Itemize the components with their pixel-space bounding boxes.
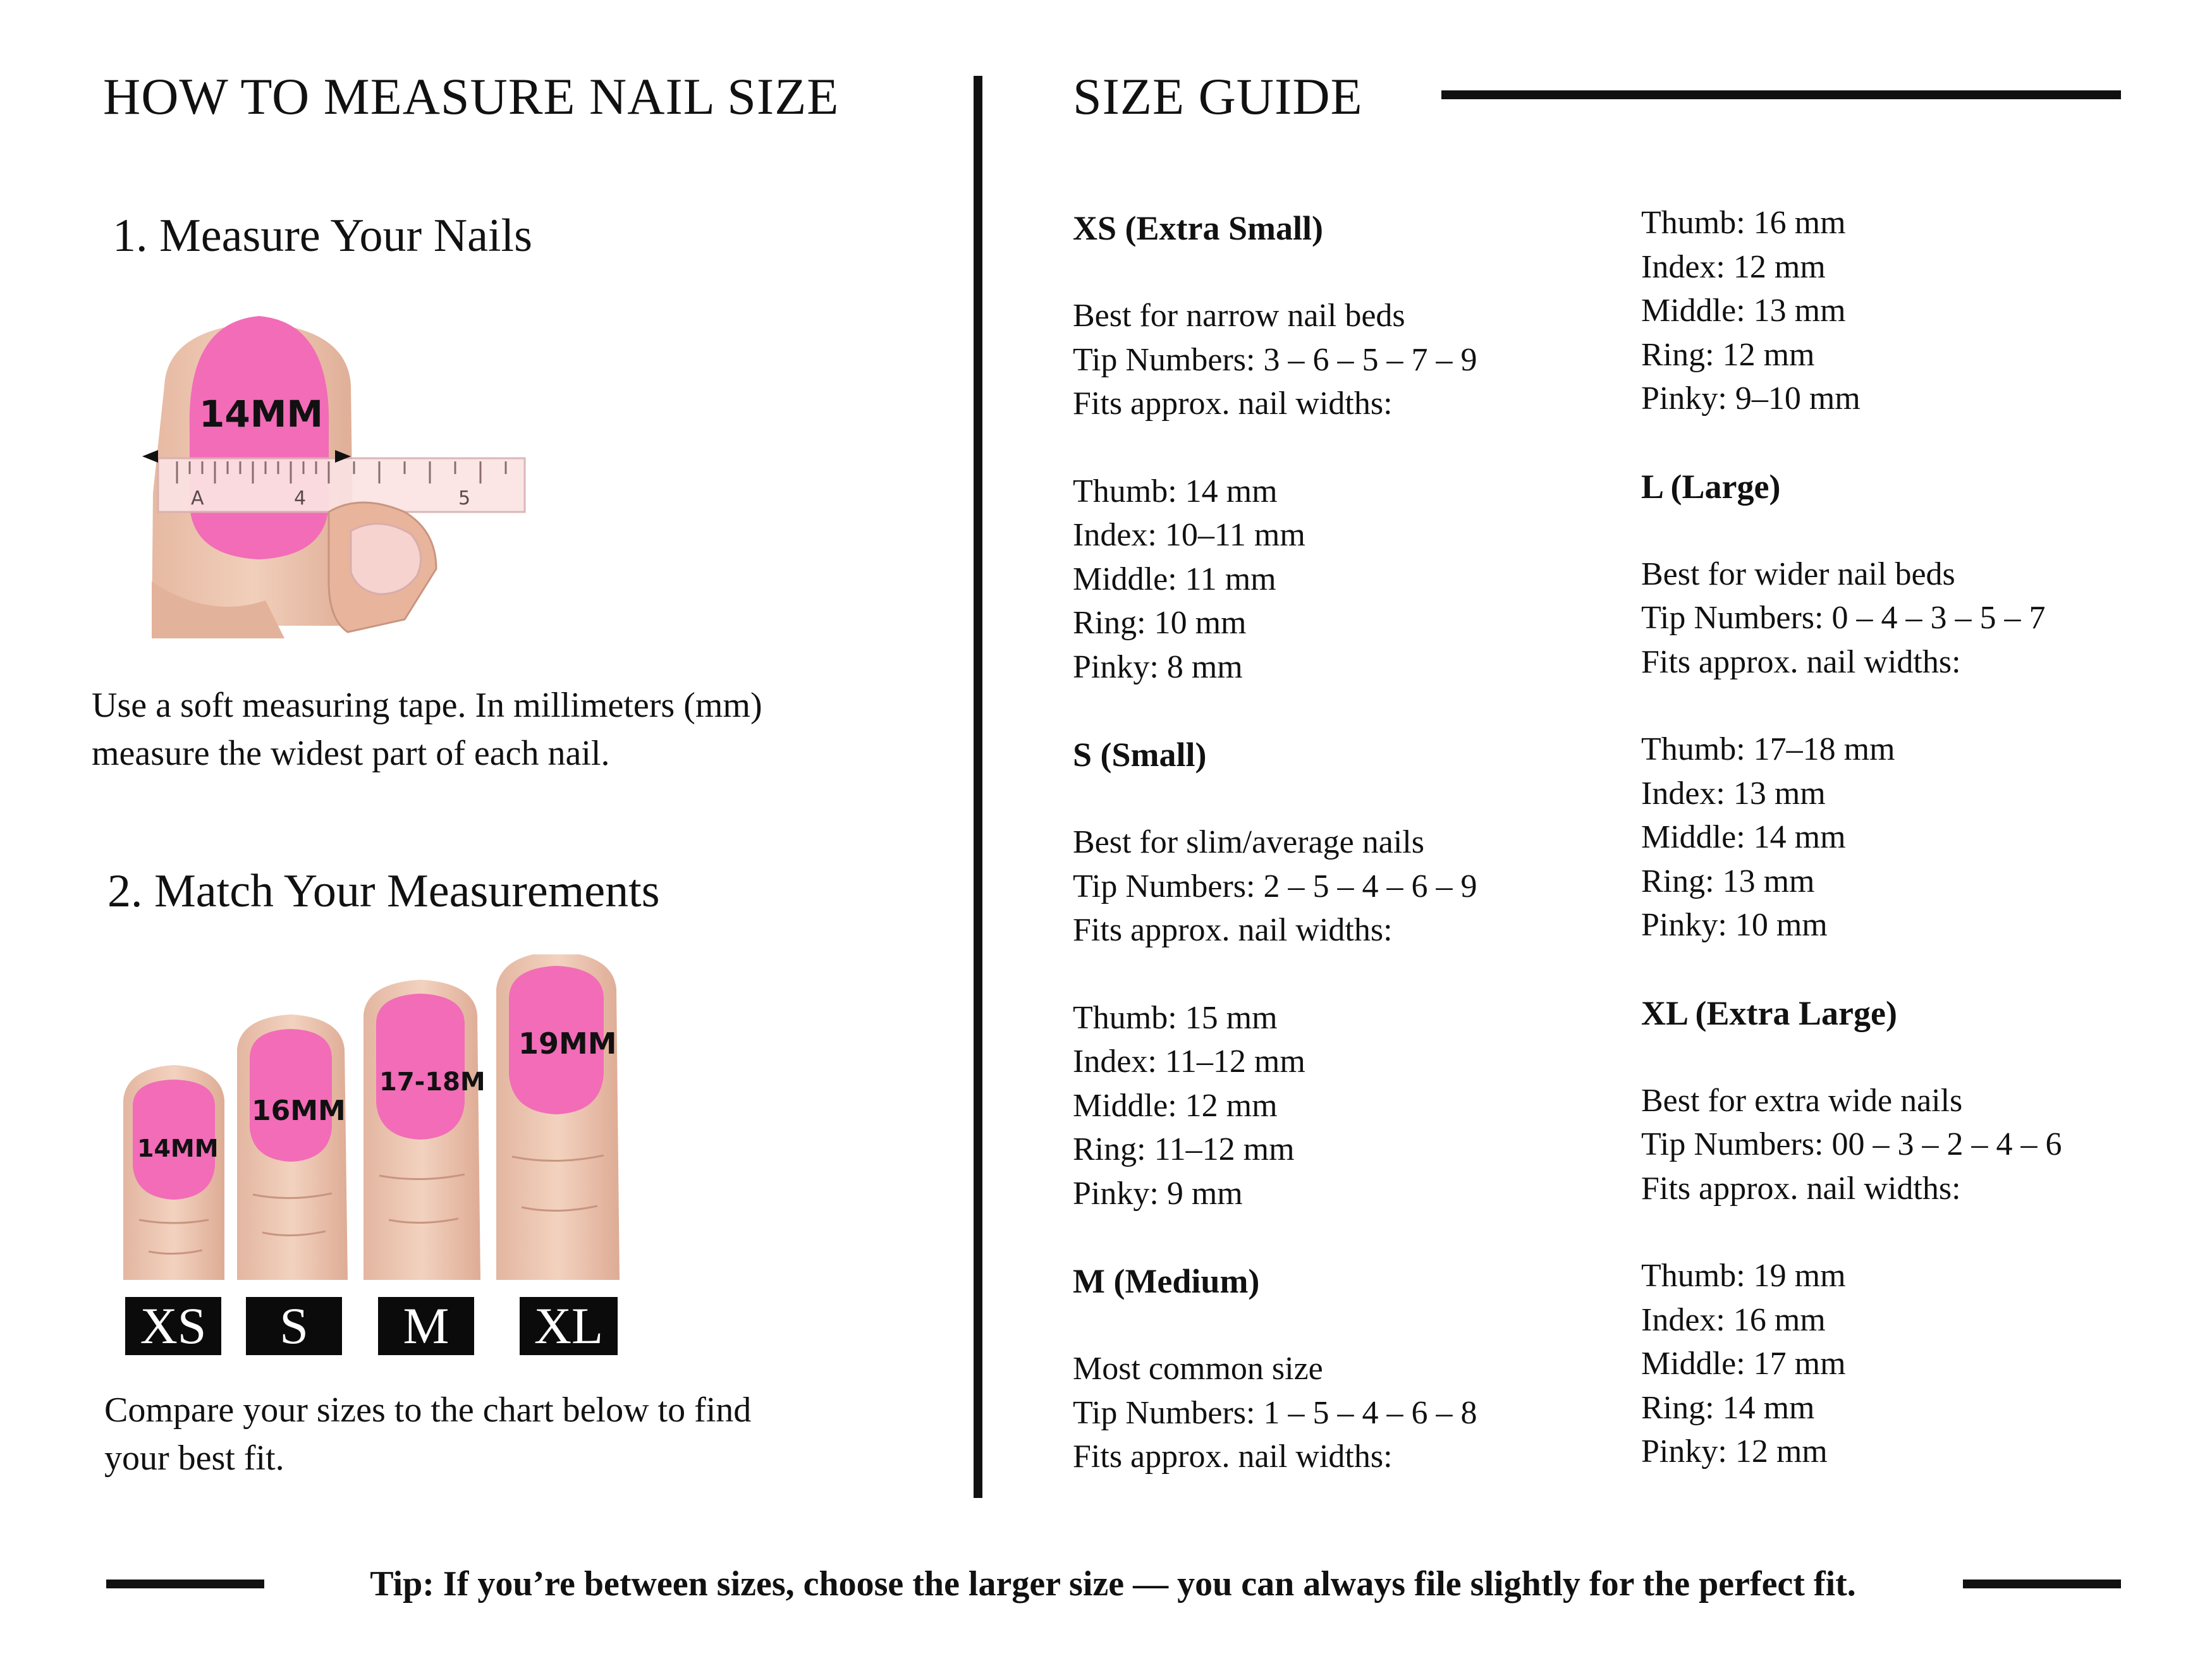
size-xs-pinky: Pinky: 8 mm — [1073, 648, 1243, 685]
size-l — [1641, 465, 2147, 947]
nail-size-label: 14MM — [199, 393, 324, 435]
size-m-tips: Tip Numbers: 1 – 5 – 4 – 6 – 8 — [1073, 1394, 1477, 1431]
finger-xs-label: 14MM — [137, 1135, 219, 1162]
size-m — [1073, 1259, 1642, 1479]
size-xl-tips: Tip Numbers: 00 – 3 – 2 – 4 – 6 — [1641, 1126, 2062, 1162]
size-l-fits: Fits approx. nail widths: — [1641, 643, 1961, 680]
size-xs-index: Index: 10–11 mm — [1073, 517, 1305, 553]
size-guide-column-1 — [1073, 206, 1642, 1479]
finger-s — [237, 1014, 348, 1280]
size-l-thumb: Thumb: 17–18 mm — [1641, 731, 1895, 767]
fingers-illustration — [114, 954, 645, 1283]
footer-rule-right — [1963, 1580, 2121, 1588]
finger-m-label: 17-18M — [379, 1068, 486, 1097]
size-m-index: Index: 12 mm — [1641, 248, 1826, 285]
size-m-ring: Ring: 12 mm — [1641, 336, 1815, 373]
footer-rule-left — [106, 1580, 264, 1588]
size-badge-m: M — [378, 1297, 474, 1355]
size-l-desc: Best for wider nail beds — [1641, 556, 1955, 592]
size-l-tips: Tip Numbers: 0 – 4 – 3 – 5 – 7 — [1641, 600, 2046, 636]
size-s-middle: Middle: 12 mm — [1073, 1087, 1278, 1124]
size-s-tips: Tip Numbers: 2 – 5 – 4 – 6 – 9 — [1073, 868, 1477, 904]
step1-text: Use a soft measuring tape. In millimeters (mm) measure the widest part of each nail. — [92, 686, 762, 773]
size-m-thumb: Thumb: 16 mm — [1641, 205, 1846, 241]
size-s-thumb: Thumb: 15 mm — [1073, 999, 1278, 1036]
size-badge-xs: XS — [125, 1297, 221, 1355]
finger-m — [364, 980, 486, 1280]
size-xl-desc: Best for extra wide nails — [1641, 1082, 1963, 1119]
tape-mark-4: 4 — [294, 487, 307, 509]
size-xl-index: Index: 16 mm — [1641, 1301, 1826, 1338]
size-l-pinky: Pinky: 10 mm — [1641, 907, 1828, 943]
tape-mark-a: A — [191, 487, 204, 509]
size-xs-fits: Fits approx. nail widths: — [1073, 386, 1393, 422]
tape-arrow-left — [142, 450, 158, 463]
size-m-desc: Most common size — [1073, 1351, 1323, 1387]
finger-xs — [123, 1065, 224, 1280]
step2-text: Compare your sizes to the chart below to find your best fit. — [104, 1391, 752, 1478]
size-m-title: M (Medium) — [1073, 1262, 1260, 1300]
size-xl-middle: Middle: 17 mm — [1641, 1346, 1846, 1382]
title-rule — [1441, 90, 2121, 99]
size-s-pinky: Pinky: 9 mm — [1073, 1175, 1243, 1212]
measuring-illustration — [139, 303, 531, 638]
size-xs-thumb: Thumb: 14 mm — [1073, 473, 1278, 509]
size-l-title: L (Large) — [1641, 467, 1781, 506]
tape-mark-5: 5 — [458, 487, 471, 509]
size-badge-s: S — [246, 1297, 342, 1355]
column-divider — [974, 76, 982, 1498]
size-guide-column-2 — [1641, 201, 2147, 1474]
size-guide-title: SIZE GUIDE — [1073, 68, 1363, 125]
size-xs-middle: Middle: 11 mm — [1073, 561, 1276, 597]
footer-tip: Tip: If you’re between sizes, choose the larger size — you can always file slightly for the perfect fit. — [370, 1564, 1856, 1604]
size-s — [1073, 733, 1642, 1215]
size-xl — [1641, 991, 2147, 1474]
size-l-index: Index: 13 mm — [1641, 775, 1826, 812]
size-xl-fits: Fits approx. nail widths: — [1641, 1170, 1961, 1207]
size-s-index: Index: 11–12 mm — [1073, 1044, 1305, 1080]
size-xs-title: XS (Extra Small) — [1073, 209, 1323, 247]
finger-s-label: 16MM — [252, 1095, 346, 1127]
size-s-ring: Ring: 11–12 mm — [1073, 1131, 1295, 1167]
size-xl-thumb: Thumb: 19 mm — [1641, 1258, 1846, 1294]
size-m-pinky: Pinky: 9–10 mm — [1641, 380, 1861, 417]
size-xl-ring: Ring: 14 mm — [1641, 1389, 1815, 1426]
finger-xl-label: 19MM — [518, 1026, 617, 1061]
size-badge-xl: XL — [520, 1297, 618, 1355]
size-xl-title: XL (Extra Large) — [1641, 994, 1897, 1032]
size-s-title: S (Small) — [1073, 736, 1207, 774]
size-xs — [1073, 206, 1642, 689]
size-xl-pinky: Pinky: 12 mm — [1641, 1434, 1828, 1470]
thumb-nail-shape — [351, 524, 421, 594]
size-xs-ring: Ring: 10 mm — [1073, 605, 1247, 641]
size-s-desc: Best for slim/average nails — [1073, 824, 1424, 860]
size-xs-desc: Best for narrow nail beds — [1073, 298, 1405, 334]
size-m-fits: Fits approx. nail widths: — [1073, 1439, 1393, 1475]
step2-heading: 2. Match Your Measurements — [107, 865, 660, 917]
step1-heading: 1. Measure Your Nails — [113, 210, 532, 262]
size-l-ring: Ring: 13 mm — [1641, 863, 1815, 899]
size-s-fits: Fits approx. nail widths: — [1073, 912, 1393, 948]
page-title: HOW TO MEASURE NAIL SIZE — [103, 68, 840, 125]
size-m-middle: Middle: 13 mm — [1641, 293, 1846, 329]
finger-xl — [496, 954, 620, 1280]
size-xs-tips: Tip Numbers: 3 – 6 – 5 – 7 – 9 — [1073, 341, 1477, 378]
size-m-widths — [1641, 201, 2147, 421]
size-l-middle: Middle: 14 mm — [1641, 819, 1846, 855]
nail-shape — [190, 316, 329, 559]
